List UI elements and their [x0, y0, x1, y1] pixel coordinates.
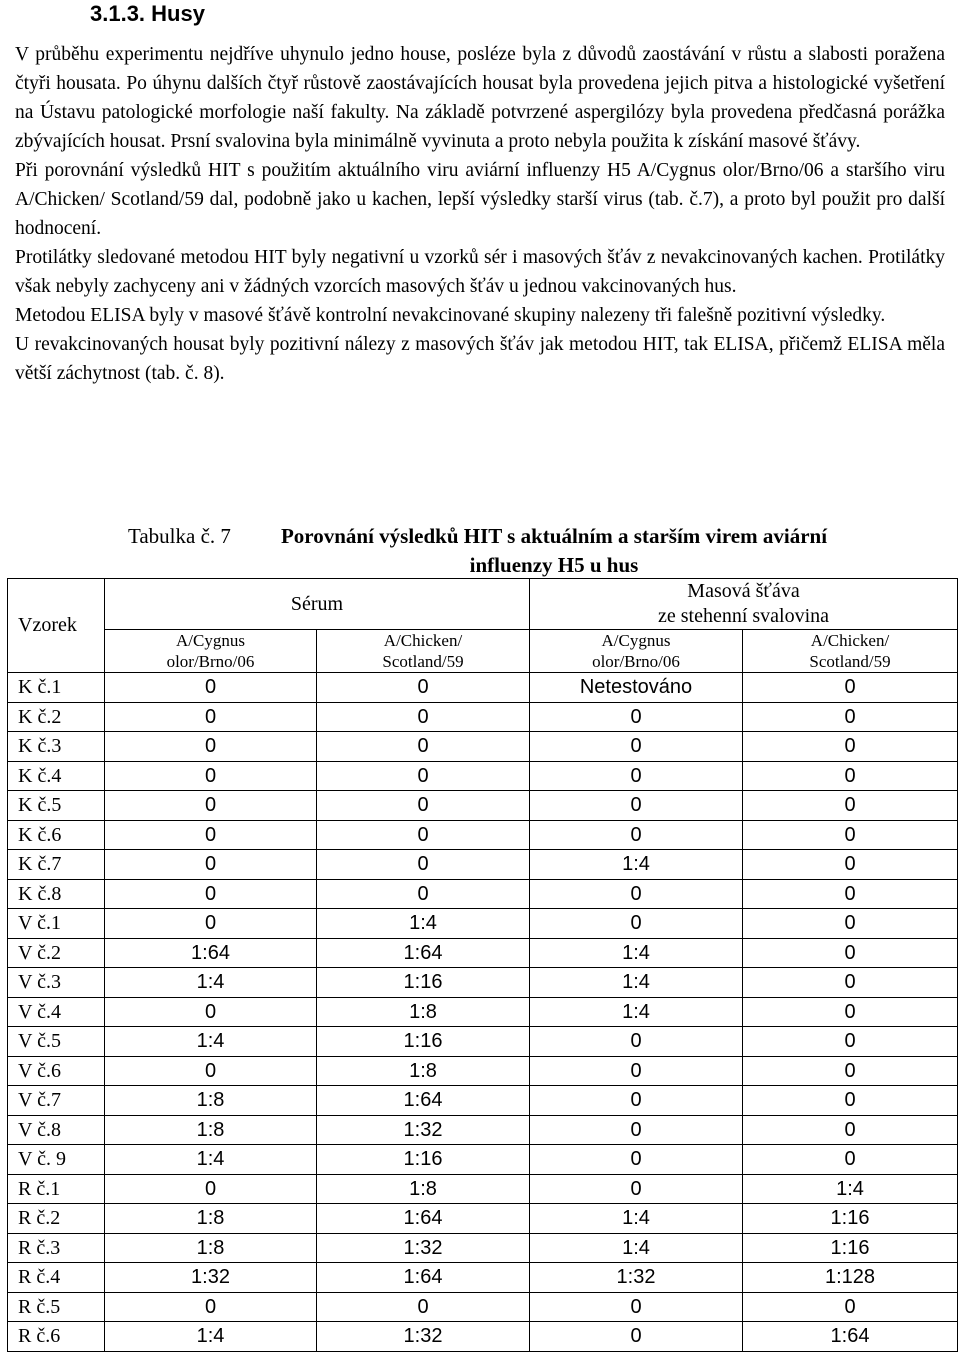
titer-cell: 1:16 [317, 1027, 530, 1057]
header-sample: Vzorek [8, 579, 105, 673]
titer-cell: 0 [743, 968, 958, 998]
titer-cell: 1:32 [317, 1115, 530, 1145]
titer-cell: 0 [105, 761, 317, 791]
table-row [8, 791, 958, 821]
sample-id-cell: V č.8 [8, 1115, 105, 1145]
titer-cell: 0 [743, 820, 958, 850]
table-row [8, 702, 958, 732]
table-row [8, 909, 958, 939]
table-row [8, 820, 958, 850]
sample-id-cell: R č.4 [8, 1263, 105, 1293]
table-row [8, 1263, 958, 1293]
titer-cell: 1:4 [743, 1174, 958, 1204]
titer-cell: 0 [743, 673, 958, 703]
titer-cell: 1:8 [105, 1233, 317, 1263]
table-row [8, 1174, 958, 1204]
sample-id-cell: R č.2 [8, 1204, 105, 1234]
titer-cell: 1:4 [530, 1233, 743, 1263]
sample-id-cell: K č.3 [8, 732, 105, 762]
titer-cell: 1:64 [317, 1086, 530, 1116]
titer-cell: 1:16 [743, 1204, 958, 1234]
paragraph: Metodou ELISA byly v masové šťávě kontrolní nevakcinované skupiny nalezeny tři falešně pozitivní výsledky. [15, 305, 886, 326]
titer-cell: 0 [317, 820, 530, 850]
paragraph: V průběhu experimentu nejdříve uhynulo jedno house, posléze byla z důvodů zaostávání v růstu a slabosti poražena čtyři housata. Po úhynu dalších čtyř růstově zaostávajících housat byla provedena jejich pitva a histologické vyšetření na Ústavu patologické morfologie naší fakulty. Na základě potvrzené aspergilózy byla provedena předčasná porážka zbývajících housat. Prsní svalovina byla minimálně vyvinuta a proto nebyla použita k získání masové šťávy. [15, 44, 945, 152]
header-meat-juice [530, 579, 958, 630]
titer-cell: 1:4 [105, 1027, 317, 1057]
titer-cell: 1:4 [105, 1322, 317, 1352]
titer-cell: 1:4 [530, 850, 743, 880]
body-text [15, 40, 945, 388]
titer-cell: 0 [530, 820, 743, 850]
table-row [8, 1233, 958, 1263]
titer-cell: 0 [743, 702, 958, 732]
sample-id-cell: V č. 9 [8, 1145, 105, 1175]
titer-cell: 0 [530, 1115, 743, 1145]
sample-id-cell: R č.5 [8, 1292, 105, 1322]
sample-id-cell: K č.5 [8, 791, 105, 821]
titer-cell: 0 [317, 761, 530, 791]
titer-cell: 1:16 [317, 1145, 530, 1175]
sample-id-cell: K č.7 [8, 850, 105, 880]
table-row [8, 1056, 958, 1086]
sample-id-cell: R č.3 [8, 1233, 105, 1263]
sample-id-cell: K č.1 [8, 673, 105, 703]
titer-cell: 1:4 [530, 1204, 743, 1234]
table-row [8, 673, 958, 703]
titer-cell: 1:64 [743, 1322, 958, 1352]
titer-cell: 1:4 [317, 909, 530, 939]
titer-cell: 1:4 [530, 997, 743, 1027]
titer-cell: 0 [105, 909, 317, 939]
titer-cell: 1:8 [317, 1174, 530, 1204]
titer-cell: 0 [317, 879, 530, 909]
titer-cell: 0 [743, 879, 958, 909]
titer-cell: 1:4 [105, 968, 317, 998]
titer-cell: 0 [105, 1292, 317, 1322]
titer-cell: 0 [105, 1174, 317, 1204]
titer-cell: 0 [105, 673, 317, 703]
titer-cell: 0 [530, 702, 743, 732]
titer-cell: 0 [317, 850, 530, 880]
sample-id-cell: K č.2 [8, 702, 105, 732]
paragraph: Protilátky sledované metodou HIT byly negativní u vzorků sér i masových šťáv z nevakcinovaných kachen. Protilátky však nebyly zachyceny ani v žádných vzorcích masových šťáv u jednou vakcinovaných hus. [15, 247, 945, 297]
header-serum-label: Sérum [290, 592, 344, 615]
table-row [8, 968, 958, 998]
titer-cell: 0 [743, 909, 958, 939]
titer-cell: 0 [105, 879, 317, 909]
titer-cell: 0 [743, 938, 958, 968]
table-row [8, 997, 958, 1027]
table-row [8, 1204, 958, 1234]
titer-cell: 0 [743, 1292, 958, 1322]
titer-cell: 0 [530, 732, 743, 762]
titer-cell: 0 [743, 791, 958, 821]
sample-id-cell: V č.5 [8, 1027, 105, 1057]
table-row [8, 761, 958, 791]
sample-id-cell: K č.4 [8, 761, 105, 791]
sample-id-cell: V č.6 [8, 1056, 105, 1086]
table-row [8, 850, 958, 880]
titer-cell: 1:64 [317, 1263, 530, 1293]
titer-cell: 0 [743, 732, 958, 762]
table-row [8, 1292, 958, 1322]
titer-cell: 1:8 [317, 1056, 530, 1086]
titer-cell: 1:4 [105, 1145, 317, 1175]
titer-cell: 0 [743, 850, 958, 880]
titer-cell: 1:32 [530, 1263, 743, 1293]
titer-cell: 1:64 [105, 938, 317, 968]
header-meat-juice-label: Masová šťáva ze stehenní svalovina [657, 580, 830, 627]
titer-cell: 0 [105, 791, 317, 821]
table-header-row [8, 579, 958, 630]
paragraph: U revakcinovaných housat byly pozitivní nálezy z masových šťáv jak metodou HIT, tak ELISA, přičemž ELISA měla větší záchytnost (tab. č. 8). [15, 334, 945, 384]
titer-cell: 1:8 [105, 1204, 317, 1234]
table-label: Tabulka č. 7 [128, 524, 231, 548]
sample-id-cell: V č.3 [8, 968, 105, 998]
titer-cell: 0 [105, 702, 317, 732]
titer-cell: 0 [317, 702, 530, 732]
titer-cell: 0 [317, 673, 530, 703]
titer-cell: 0 [743, 1115, 958, 1145]
titer-cell: 0 [105, 1056, 317, 1086]
sample-id-cell: R č.6 [8, 1322, 105, 1352]
titer-cell: 1:16 [743, 1233, 958, 1263]
titer-cell: 0 [530, 1027, 743, 1057]
paragraph: Při porovnání výsledků HIT s použitím aktuálního viru aviární influenzy H5 A/Cygnus olor/Brno/06 a staršího viru A/Chicken/ Scotland/59 dal, podobně jako u kachen, lepší výsledky starší virus (tab. č.7), a proto byl použit pro další hodnocení. [15, 160, 945, 239]
header-serum-cygnus: A/Cygnus olor/Brno/06 [105, 630, 317, 673]
table-title: Porovnání výsledků HIT s aktuálním a starším virem aviární influenzy H5 u hus [280, 524, 828, 577]
sample-id-cell: V č.1 [8, 909, 105, 939]
titer-cell: 0 [530, 761, 743, 791]
titer-cell: 0 [743, 1027, 958, 1057]
header-juice-cygnus: A/Cygnus olor/Brno/06 [530, 630, 743, 673]
section-heading: 3.1.3. Husy [90, 1, 205, 26]
table-row [8, 732, 958, 762]
sample-id-cell: K č.8 [8, 879, 105, 909]
sample-id-cell: V č.7 [8, 1086, 105, 1116]
titer-cell: 0 [530, 791, 743, 821]
titer-cell: 0 [530, 1145, 743, 1175]
header-juice-chicken: A/Chicken/ Scotland/59 [743, 630, 958, 673]
table-row [8, 1145, 958, 1175]
titer-cell: 0 [105, 732, 317, 762]
results-table [7, 578, 958, 1352]
table-row [8, 1322, 958, 1352]
titer-cell: 1:32 [317, 1233, 530, 1263]
titer-cell: 1:8 [105, 1086, 317, 1116]
titer-cell: 0 [317, 732, 530, 762]
table-row [8, 879, 958, 909]
titer-cell: 0 [105, 850, 317, 880]
titer-cell: 1:32 [105, 1263, 317, 1293]
titer-cell: 0 [743, 761, 958, 791]
titer-cell: 0 [743, 1086, 958, 1116]
sample-id-cell: R č.1 [8, 1174, 105, 1204]
titer-cell: 0 [530, 879, 743, 909]
titer-cell: 1:4 [530, 938, 743, 968]
table-subheader-row [8, 630, 958, 673]
titer-cell: 0 [530, 1086, 743, 1116]
table-body [8, 673, 958, 1352]
titer-cell: 0 [743, 1145, 958, 1175]
titer-cell: 1:8 [105, 1115, 317, 1145]
titer-cell: 0 [105, 997, 317, 1027]
titer-cell: 0 [530, 1292, 743, 1322]
sample-id-cell: V č.2 [8, 938, 105, 968]
titer-cell: 0 [743, 997, 958, 1027]
sample-id-cell: V č.4 [8, 997, 105, 1027]
titer-cell: 1:32 [317, 1322, 530, 1352]
table-row [8, 938, 958, 968]
titer-cell: 0 [317, 1292, 530, 1322]
table-row [8, 1115, 958, 1145]
header-serum-chicken: A/Chicken/ Scotland/59 [317, 630, 530, 673]
titer-cell: 1:8 [317, 997, 530, 1027]
titer-cell: 0 [743, 1056, 958, 1086]
titer-cell: Netestováno [530, 673, 743, 703]
titer-cell: 0 [317, 791, 530, 821]
titer-cell: 1:16 [317, 968, 530, 998]
titer-cell: 0 [530, 909, 743, 939]
sample-id-cell: K č.6 [8, 820, 105, 850]
header-serum [105, 579, 530, 630]
titer-cell: 0 [530, 1056, 743, 1086]
titer-cell: 1:4 [530, 968, 743, 998]
titer-cell: 1:128 [743, 1263, 958, 1293]
table-row [8, 1086, 958, 1116]
titer-cell: 0 [530, 1174, 743, 1204]
table-row [8, 1027, 958, 1057]
titer-cell: 0 [530, 1322, 743, 1352]
titer-cell: 1:64 [317, 1204, 530, 1234]
titer-cell: 0 [105, 820, 317, 850]
titer-cell: 1:64 [317, 938, 530, 968]
